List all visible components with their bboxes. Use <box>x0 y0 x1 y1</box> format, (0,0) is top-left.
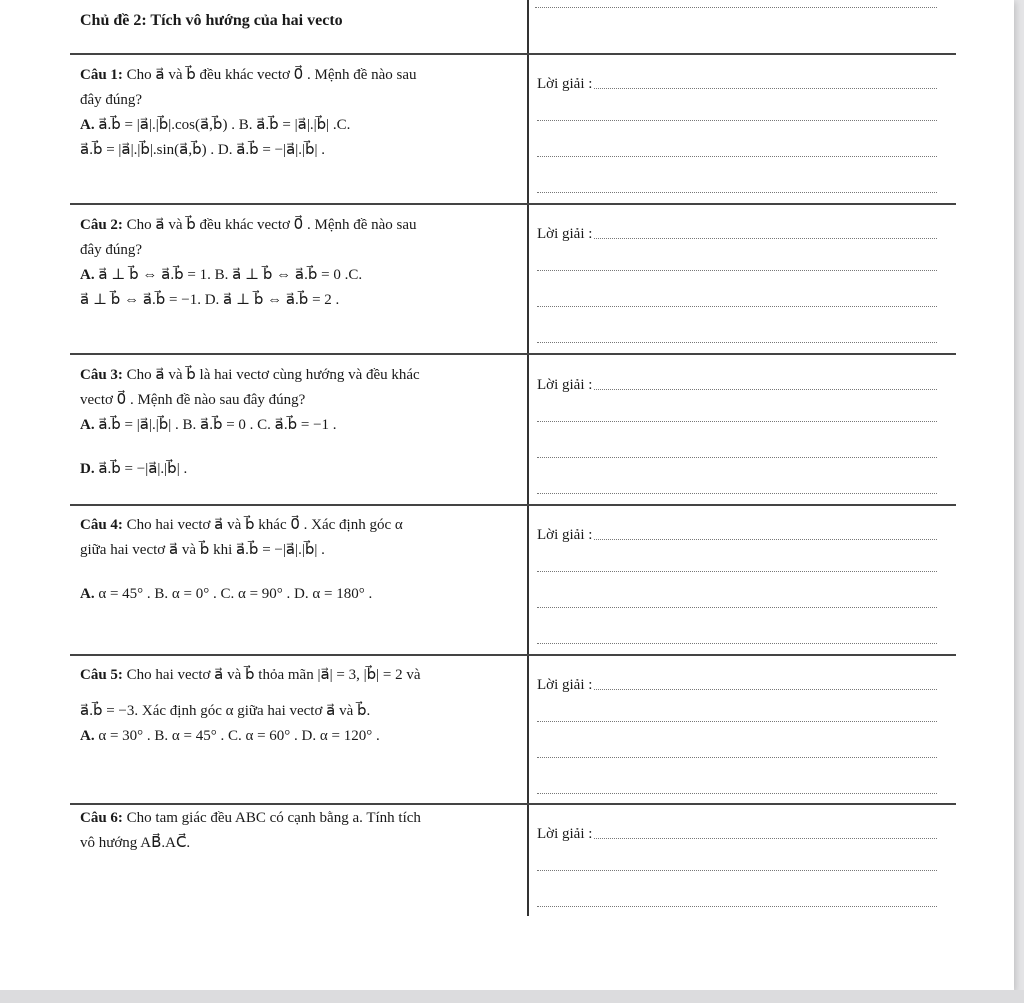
question-text: đây đúng? <box>80 242 143 258</box>
row-divider <box>70 504 956 506</box>
background-strip <box>0 990 1024 1003</box>
question-3 <box>80 363 520 482</box>
solution-label: Lời giải : <box>537 377 593 393</box>
option-label: A. <box>80 417 95 433</box>
option-label: A. <box>80 728 95 744</box>
row-divider <box>70 803 956 805</box>
question-2 <box>80 213 520 313</box>
question-text: vectơ 0⃗ . Mệnh đề nào sau đây đúng? <box>80 392 306 408</box>
row-divider <box>70 53 956 55</box>
question-5 <box>80 663 520 749</box>
question-1 <box>80 63 520 163</box>
question-6 <box>80 806 520 856</box>
option-text: α = 45° . B. α = 0° . C. α = 90° . D. α = 180° . <box>98 586 373 602</box>
question-label: Câu 2: <box>80 217 123 233</box>
option-label: A. <box>80 586 95 602</box>
question-text: giữa hai vectơ a⃗ và b⃗ khi a⃗.b⃗ = −|a⃗|.|b⃗| . <box>80 542 325 558</box>
row-divider <box>70 203 956 205</box>
question-text: Cho a⃗ và b⃗ đều khác vectơ 0⃗ . Mệnh đề nào sau <box>126 67 417 83</box>
question-label: Câu 4: <box>80 517 123 533</box>
question-label: Câu 3: <box>80 367 123 383</box>
solution-label: Lời giải : <box>537 76 593 92</box>
solution-label: Lời giải : <box>537 226 593 242</box>
solution-area-4 <box>537 524 937 644</box>
row-divider <box>70 353 956 355</box>
option-label: A. <box>80 267 95 283</box>
question-label: Câu 5: <box>80 667 123 683</box>
question-text: a⃗.b⃗ = −3. Xác định góc α giữa hai vectơ a⃗ và b⃗. <box>80 703 371 719</box>
solution-label: Lời giải : <box>537 677 593 693</box>
top-dotted-line <box>535 7 937 8</box>
solution-area-5 <box>537 674 937 794</box>
option-label: A. <box>80 117 95 133</box>
option-label: D. <box>80 461 95 477</box>
option-text: a⃗.b⃗ = |a⃗|.|b⃗| . B. a⃗.b⃗ = 0 . C. a⃗.b⃗ = −1 . <box>98 417 337 433</box>
question-text: Cho hai vectơ a⃗ và b⃗ khác 0⃗ . Xác định góc α <box>126 517 403 533</box>
question-text: Cho tam giác đều ABC có cạnh bằng a. Tính tích <box>126 810 421 826</box>
column-divider <box>527 0 529 916</box>
question-label: Câu 1: <box>80 67 123 83</box>
question-label: Câu 6: <box>80 810 123 826</box>
page-title: Chủ đề 2: Tích vô hướng của hai vecto <box>80 12 343 29</box>
solution-area-6 <box>537 823 937 907</box>
solution-area-1 <box>537 73 937 193</box>
solution-label: Lời giải : <box>537 826 593 842</box>
option-text: a⃗.b⃗ = |a⃗|.|b⃗|.cos(a⃗,b⃗) . B. a⃗.b⃗ = |a⃗|.|b⃗| .C. <box>98 117 351 133</box>
row-divider <box>70 654 956 656</box>
question-text: Cho a⃗ và b⃗ đều khác vectơ 0⃗ . Mệnh đề nào sau <box>126 217 417 233</box>
solution-area-2 <box>537 223 937 343</box>
option-text: a⃗ ⊥ b⃗ ⇔ a⃗.b⃗ = −1. D. a⃗ ⊥ b⃗ ⇔ a⃗.b⃗ = 2 . <box>80 292 340 308</box>
solution-area-3 <box>537 374 937 494</box>
option-text: a⃗.b⃗ = −|a⃗|.|b⃗| . <box>98 461 188 477</box>
solution-label: Lời giải : <box>537 527 593 543</box>
question-text: vô hướng AB⃗.AC⃗. <box>80 835 191 851</box>
option-text: α = 30° . B. α = 45° . C. α = 60° . D. α = 120° . <box>98 728 380 744</box>
option-text: a⃗.b⃗ = |a⃗|.|b⃗|.sin(a⃗,b⃗) . D. a⃗.b⃗ = −|a⃗|.|b⃗| . <box>80 142 326 158</box>
option-text: a⃗ ⊥ b⃗ ⇔ a⃗.b⃗ = 1. B. a⃗ ⊥ b⃗ ⇔ a⃗.b⃗ = 0 .C. <box>98 267 363 283</box>
question-text: đây đúng? <box>80 92 143 108</box>
question-text: Cho hai vectơ a⃗ và b⃗ thỏa mãn |a⃗| = 3, |b⃗| = 2 và <box>126 667 421 683</box>
question-4 <box>80 513 520 607</box>
question-text: Cho a⃗ và b⃗ là hai vectơ cùng hướng và đều khác <box>126 367 420 383</box>
